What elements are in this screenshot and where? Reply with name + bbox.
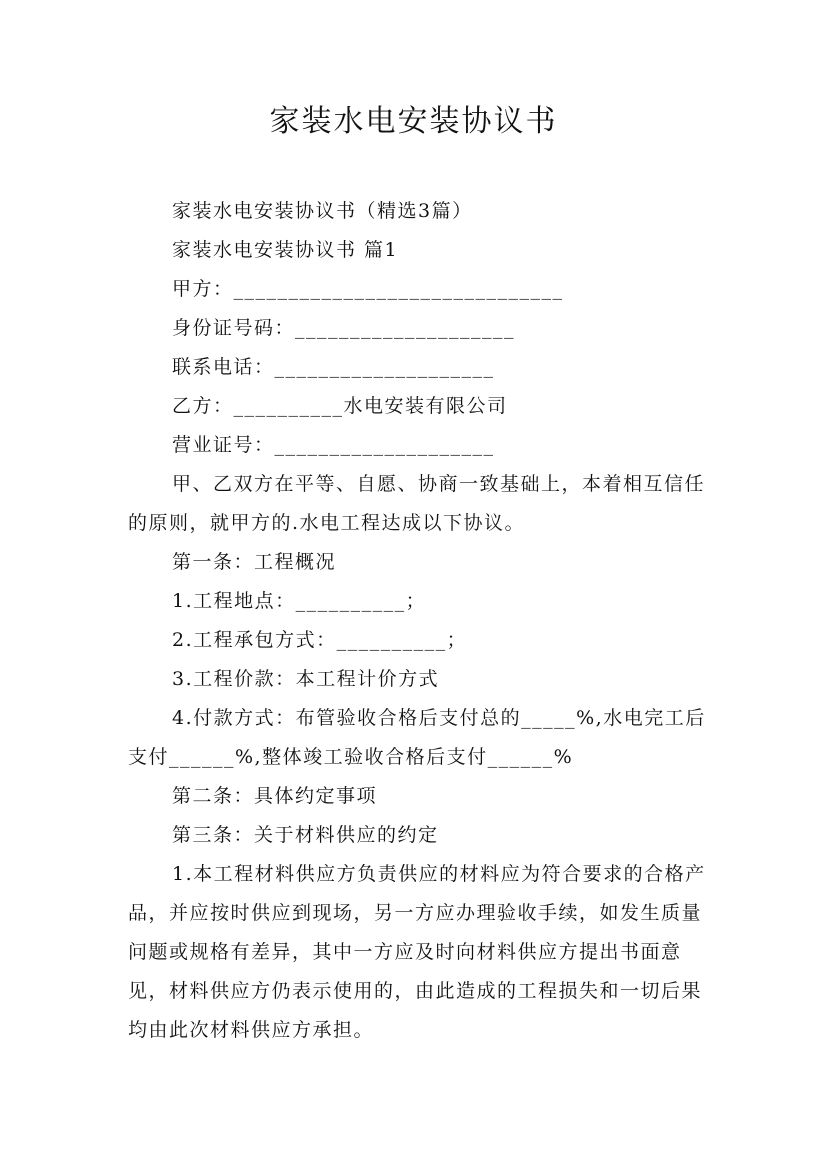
paragraph-subtitle: 家装水电安装协议书（精选3篇） xyxy=(172,200,473,222)
paragraph-item-contract-method: 2.工程承包方式：__________； xyxy=(172,629,468,651)
paragraph-item-payment: 4.付款方式：布管验收合格后支付总的_____%,水电完工后支付______%,整体竣工验收合格后支付______% xyxy=(128,707,706,768)
paragraph-preamble: 甲、乙双方在平等、自愿、协商一致基础上，本着相互信任的原则，就甲方的.水电工程达成以下协议。 xyxy=(128,473,706,534)
paragraph-party-b: 乙方：__________水电安装有限公司 xyxy=(172,395,508,417)
paragraph-article-3: 第三条：关于材料供应的约定 xyxy=(172,824,439,846)
paragraph-party-a: 甲方：______________________________ xyxy=(172,278,564,300)
document-body xyxy=(128,192,708,1050)
paragraph-article-1: 第一条：工程概况 xyxy=(172,551,337,573)
paragraph-phone: 联系电话：____________________ xyxy=(172,356,495,378)
paragraph-item-location: 1.工程地点：__________； xyxy=(172,590,427,612)
document-title: 家装水电安装协议书 xyxy=(269,104,558,139)
paragraph-material-supply: 1.本工程材料供应方负责供应的材料应为符合要求的合格产品，并应按时供应到现场，另一方应办理验收手续，如发生质量问题或规格有差异，其中一方应及时向材料供应方提出书面意见，材料供应方仍表示使用的，由此造成的工程损失和一切后果均由此次材料供应方承担。 xyxy=(128,863,706,1041)
paragraph-article-2: 第二条：具体约定事项 xyxy=(172,785,378,807)
paragraph-id-number: 身份证号码：____________________ xyxy=(172,317,516,339)
paragraph-section-heading: 家装水电安装协议书 篇1 xyxy=(172,239,399,261)
paragraph-license: 营业证号：____________________ xyxy=(172,434,495,456)
paragraph-item-price: 3.工程价款：本工程计价方式 xyxy=(172,668,440,690)
